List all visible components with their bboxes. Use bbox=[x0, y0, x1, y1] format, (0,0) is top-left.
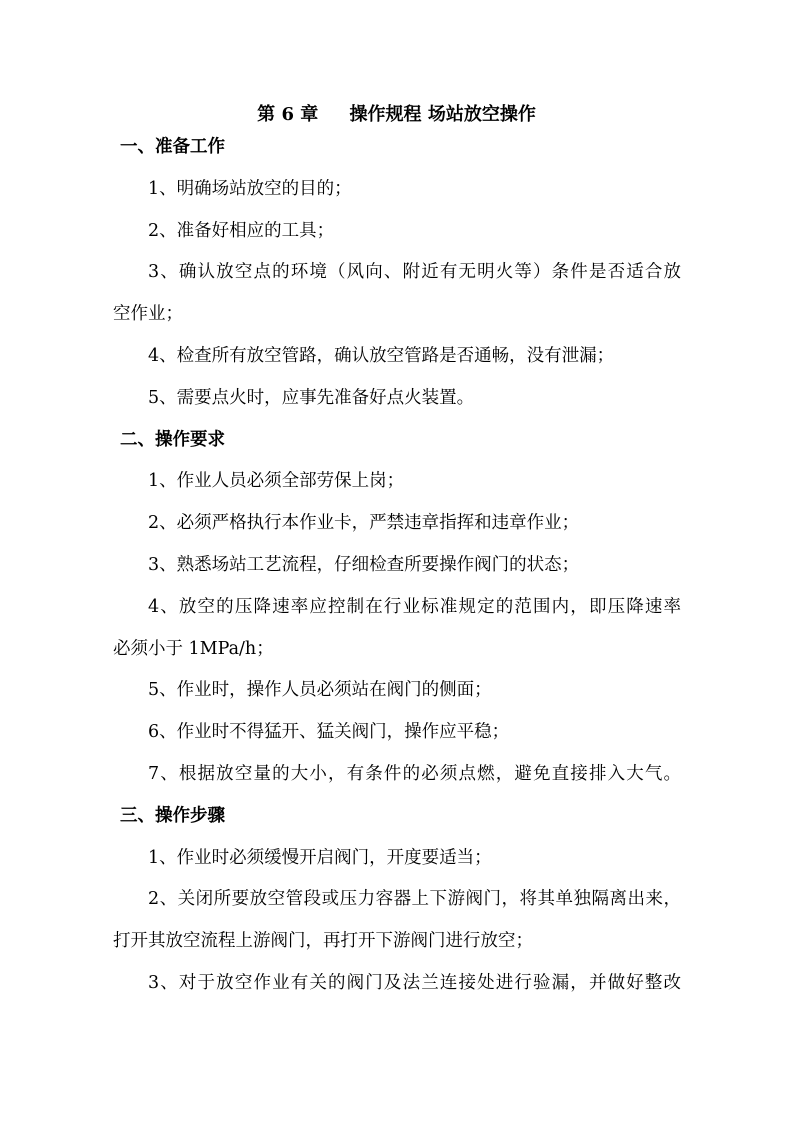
list-item-line: 1、作业时必须缓慢开启阀门，开度要适当； bbox=[148, 847, 492, 868]
list-item-line: 3、熟悉场站工艺流程，仔细检查所要操作阀门的状态； bbox=[148, 554, 580, 575]
section-heading: 一、准备工作 bbox=[120, 137, 225, 157]
list-item-line: 4、放空的压降速率应控制在行业标准规定的范围内，即压降速率 bbox=[148, 596, 681, 617]
list-item-line: 5、作业时，操作人员必须站在阀门的侧面； bbox=[148, 680, 492, 701]
document-body bbox=[113, 127, 681, 1005]
list-item-line: 4、检查所有放空管路，确认放空管路是否通畅，没有泄漏； bbox=[148, 345, 615, 366]
section-heading: 三、操作步骤 bbox=[120, 805, 225, 826]
page-title: 第 6 章 操作规程 场站放空操作 bbox=[257, 104, 536, 125]
list-item-line: 必须小于 1MPa/h； bbox=[113, 638, 274, 659]
list-item-line: 2、准备好相应的工具； bbox=[148, 220, 335, 241]
list-item-line: 1、作业人员必须全部劳保上岗； bbox=[148, 471, 405, 492]
list-item-line: 3、确认放空点的环境（风向、附近有无明火等）条件是否适合放 bbox=[148, 262, 681, 283]
list-item-line: 3、对于放空作业有关的阀门及法兰连接处进行验漏，并做好整改 bbox=[148, 972, 681, 993]
section-heading: 二、操作要求 bbox=[120, 429, 225, 450]
list-item-line: 2、关闭所要放空管段或压力容器上下游阀门，将其单独隔离出来， bbox=[148, 889, 681, 910]
list-item-line: 打开其放空流程上游阀门，再打开下游阀门进行放空； bbox=[113, 931, 533, 952]
list-item-line: 6、作业时不得猛开、猛关阀门，操作应平稳； bbox=[148, 722, 510, 743]
list-item-line: 7、根据放空量的大小，有条件的必须点燃，避免直接排入大气。 bbox=[148, 763, 681, 784]
list-item-line: 2、必须严格执行本作业卡，严禁违章指挥和违章作业； bbox=[148, 513, 580, 534]
list-item-line: 空作业； bbox=[113, 304, 183, 325]
list-item-line: 1、明确场站放空的目的； bbox=[148, 178, 352, 199]
list-item-line: 5、需要点火时，应事先准备好点火装置。 bbox=[148, 387, 475, 408]
